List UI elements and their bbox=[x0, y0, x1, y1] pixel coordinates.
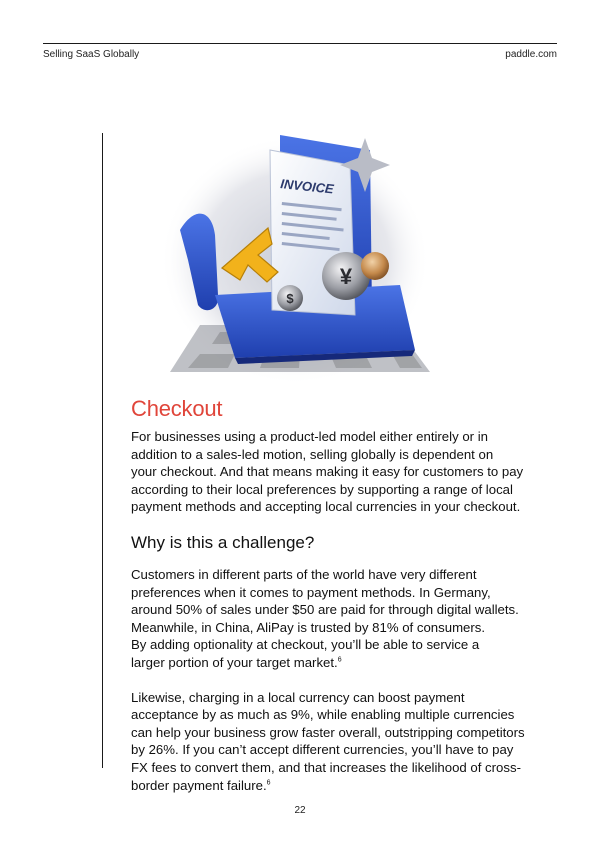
section-side-rule bbox=[102, 133, 103, 768]
invoice-label: INVOICE bbox=[279, 176, 335, 197]
text-line: payment methods and accepting local currencies in your checkout. bbox=[131, 499, 521, 515]
text-line: Likewise, charging in a local currency can boost payment bbox=[131, 689, 465, 705]
text-line-content: border payment failure. bbox=[131, 777, 267, 793]
text-line bbox=[131, 777, 521, 795]
payment-methods-paragraph bbox=[131, 566, 521, 672]
svg-text:¥: ¥ bbox=[339, 264, 353, 289]
svg-text:$: $ bbox=[286, 291, 294, 306]
text-line: around 50% of sales under $50 are paid for through digital wallets. bbox=[131, 602, 519, 618]
text-line: Meanwhile, in China, AliPay is trusted by 81% of consumers. bbox=[131, 619, 486, 635]
header-rule bbox=[43, 43, 557, 44]
text-line: For businesses using a product-led model either entirely or in bbox=[131, 429, 488, 444]
coin-bronze-icon bbox=[361, 252, 389, 280]
text-line-content: larger portion of your target market. bbox=[131, 654, 338, 670]
text-line: addition to a sales-led motion, selling globally is dependent on bbox=[131, 446, 494, 462]
page-number: 22 bbox=[294, 805, 306, 816]
text-line: by 26%. If you can’t accept different currencies, you’ll have to pay bbox=[131, 742, 514, 758]
text-line: your checkout. And that means making it easy for customers to pay bbox=[131, 464, 524, 480]
text-line bbox=[131, 654, 521, 672]
text-line: can help your business grow faster overall, outstripping competitors bbox=[131, 724, 525, 740]
challenge-subheading: Why is this a challenge? bbox=[131, 532, 315, 552]
running-header-site: paddle.com bbox=[505, 49, 557, 60]
text-line: acceptance by as much as 9%, while enabling multiple currencies bbox=[131, 707, 515, 723]
section-title: Checkout bbox=[131, 396, 223, 421]
text-line: By adding optionality at checkout, you’ll be able to service a bbox=[131, 637, 480, 653]
footnote-ref[interactable]: 6 bbox=[266, 779, 271, 787]
invoice-illustration bbox=[160, 110, 450, 390]
currency-paragraph bbox=[131, 689, 525, 795]
text-line: according to their local preferences by supporting a range of local bbox=[131, 481, 513, 497]
intro-paragraph bbox=[131, 428, 524, 516]
running-header-title: Selling SaaS Globally bbox=[43, 49, 140, 60]
text-line: preferences when it comes to payment methods. In Germany, bbox=[131, 584, 491, 600]
section-content bbox=[131, 395, 525, 794]
footnote-ref[interactable]: 6 bbox=[337, 656, 342, 664]
text-line: FX fees to convert them, and that increases the likelihood of cross- bbox=[131, 759, 521, 775]
text-line: Customers in different parts of the world have very different bbox=[131, 566, 477, 582]
